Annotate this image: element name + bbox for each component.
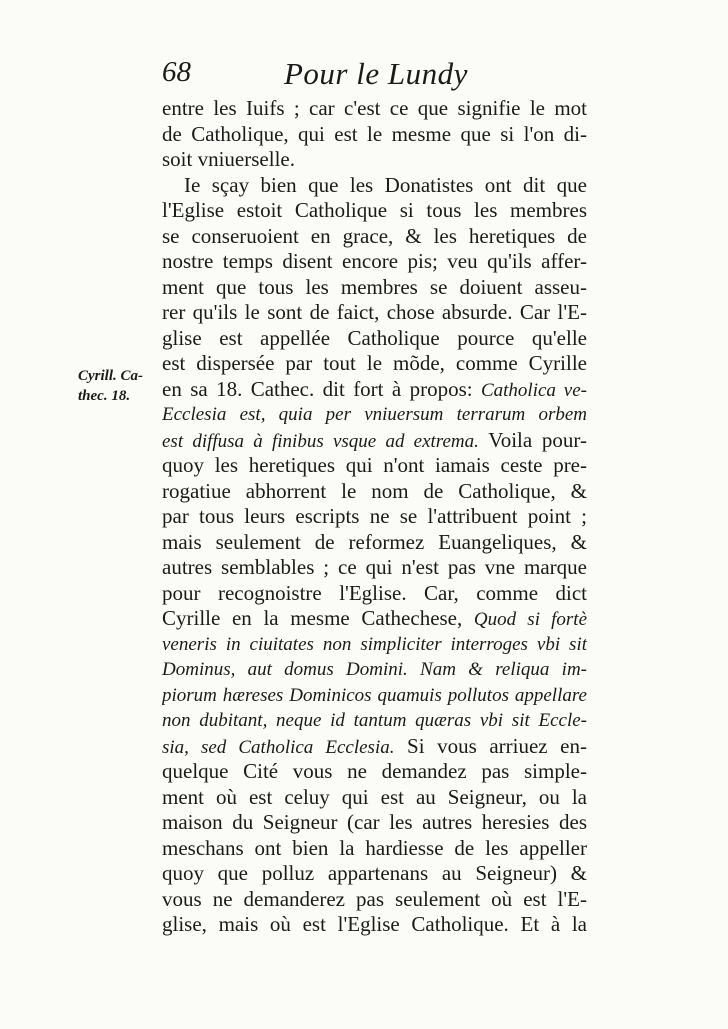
text-line: Ie sçay bien que les Donatistes ont dit que bbox=[184, 172, 587, 197]
text-line: est dispersée par tout le mõde, comme Cyrille bbox=[162, 351, 587, 375]
text-line: de Catholique, qui est le mesme que si l'on di- bbox=[162, 121, 587, 146]
latin-line: veneris in ciuitates non simpliciter interroges vbi sit bbox=[162, 633, 587, 655]
running-title: Pour le Lundy bbox=[284, 56, 468, 91]
text-line: maison du Seigneur (car les autres heresies des bbox=[162, 810, 587, 834]
latin-line: Dominus, aut domus Domini. Nam & reliqua im- bbox=[162, 659, 587, 680]
text-line: entre les Iuifs ; car c'est ce que signifie le mot bbox=[162, 96, 587, 120]
page-header bbox=[162, 56, 587, 96]
latin-quote: Quod si fortè bbox=[473, 609, 587, 630]
latin-quote: sia, sed Catholica Ecclesia. bbox=[162, 736, 395, 758]
text-segment: Cyrille en la mesme Cathechese, bbox=[162, 606, 463, 630]
latin-line: non dubitant, neque id tantum quæras vbi sit Eccle- bbox=[162, 710, 587, 731]
latin-line: Ecclesia est, quia per vniuersum terrarum orbem bbox=[162, 404, 587, 425]
text-line: nostre temps disent encore pis; veu qu'ils affer- bbox=[162, 249, 587, 273]
text-line: vous ne demanderez pas seulement où est l'E- bbox=[162, 886, 587, 911]
text-line: autres semblables ; ce qui n'est pas vne marque bbox=[162, 555, 587, 579]
text-line: ment que tous les membres se doiuent asseu- bbox=[162, 274, 587, 299]
text-line: quoy que polluz appartenans au Seigneur) & bbox=[162, 861, 587, 885]
latin-line: piorum hæreses Dominicos quamuis pollutos appellare bbox=[162, 684, 587, 706]
page-number: 68 bbox=[162, 56, 191, 88]
text-line: pour recognoistre l'Eglise. Car, comme dict bbox=[162, 580, 587, 605]
text-line: quelque Cité vous ne demandez pas simple- bbox=[162, 759, 587, 783]
body-text bbox=[162, 96, 587, 938]
text-segment: Si vous arriuez en- bbox=[407, 733, 587, 758]
text-line: ment où est celuy qui est au Seigneur, ou la bbox=[162, 784, 587, 809]
text-line: rer qu'ils le sont de faict, chose absurde. Car l'E- bbox=[162, 300, 587, 324]
marginal-note-line: Cyrill. Ca- bbox=[78, 368, 144, 384]
text-line bbox=[162, 606, 587, 632]
text-line: meschans ont bien la hardiesse de les appeller bbox=[162, 835, 587, 860]
text-line bbox=[162, 428, 587, 454]
text-segment: en sa 18. Cathec. dit fort à propos: bbox=[162, 376, 473, 401]
marginal-note-line: thec. 18. bbox=[78, 388, 131, 404]
text-line: l'Eglise estoit Catholique si tous les membres bbox=[162, 198, 587, 222]
text-line: glise est appellée Catholique pource qu'elle bbox=[162, 325, 587, 350]
text-line: par tous leurs escripts ne se l'attribuent point ; bbox=[162, 504, 587, 528]
text-line: glise, mais où est l'Eglise Catholique. Et à la bbox=[162, 912, 587, 936]
text-line: rogatiue abhorrent le nom de Catholique, & bbox=[162, 478, 587, 503]
text-line bbox=[162, 734, 587, 760]
text-line bbox=[162, 377, 587, 403]
latin-quote: Catholica ve- bbox=[480, 379, 587, 401]
text-line: soit vniuerselle. bbox=[162, 147, 295, 171]
text-line: mais seulement de reformez Euangeliques, & bbox=[162, 529, 587, 554]
latin-quote: est diffusa à finibus vsque ad extrema. bbox=[162, 430, 479, 452]
text-line: quoy les heretiques qui n'ont iamais ceste pre- bbox=[162, 453, 587, 477]
text-segment: Voila pour- bbox=[488, 427, 587, 452]
text-line: se conseruoient en grace, & les heretiques de bbox=[162, 223, 587, 248]
marginal-note bbox=[78, 366, 160, 406]
